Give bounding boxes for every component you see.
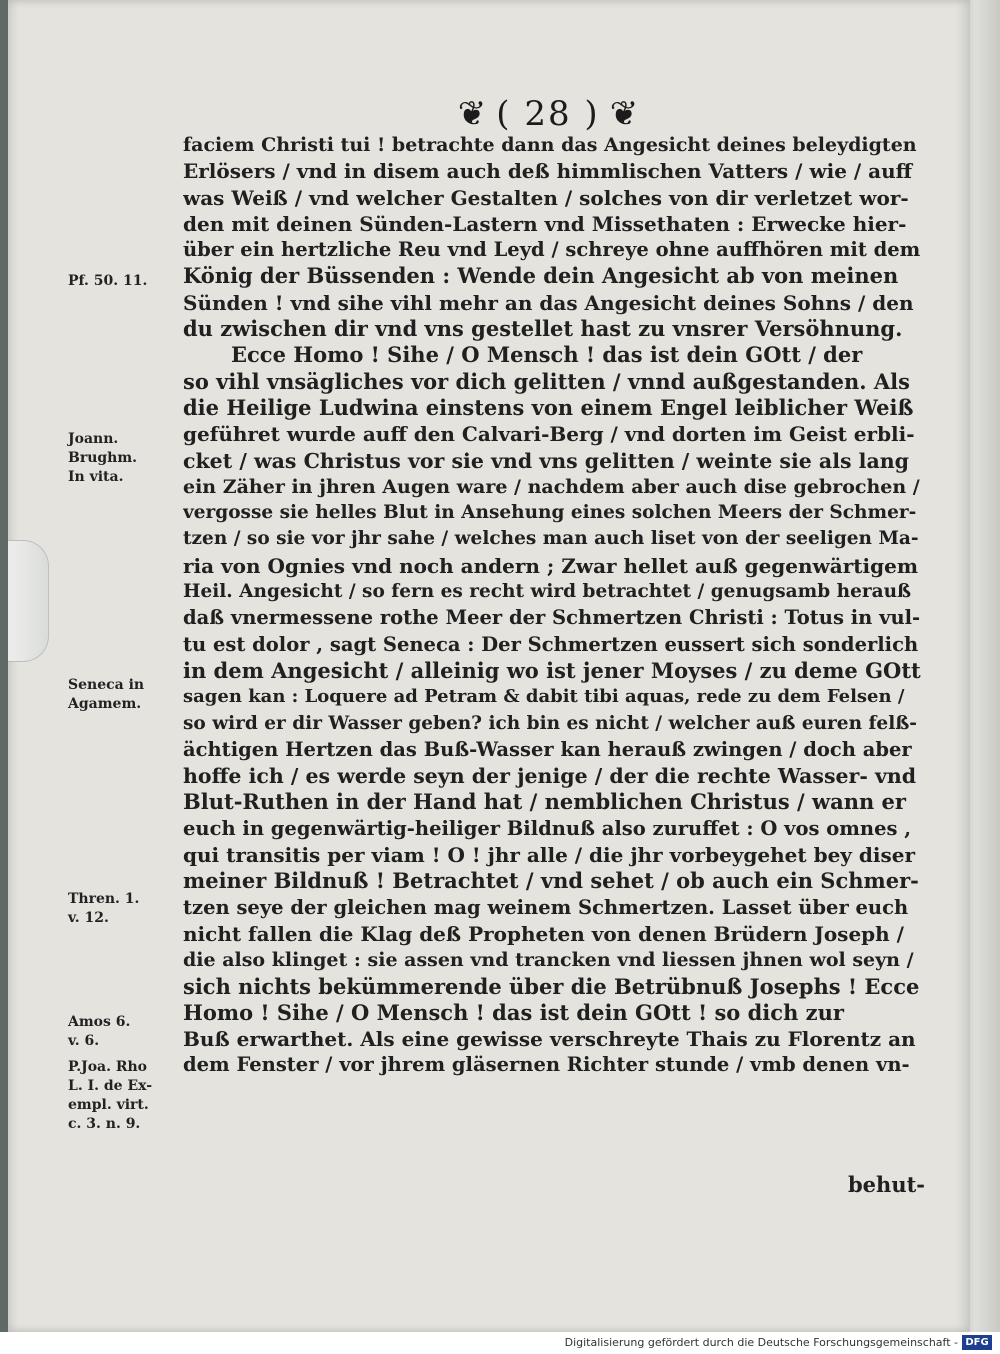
text-line: König der Büssenden : Wende dein Angesicht ab von meinen bbox=[183, 263, 899, 289]
page-clip bbox=[8, 540, 49, 662]
text-line: so wird er dir Wasser geben? ich bin es nicht / welcher auß euren felß- bbox=[183, 712, 917, 734]
text-line: hoffe ich / es werde seyn der jenige / der die rechte Wasser- vnd bbox=[183, 764, 917, 789]
text-line: Blut-Ruthen in der Hand hat / nemblichen Christus / wann er bbox=[183, 789, 906, 815]
text-line: ria von Ognies vnd noch andern ; Zwar hellet auß gegenwärtigem bbox=[183, 553, 918, 578]
page-header bbox=[408, 92, 688, 136]
marginal-note-line: Joann. bbox=[68, 431, 119, 447]
body-text bbox=[183, 132, 921, 1079]
marginal-note-line: Pf. 50. 11. bbox=[68, 273, 148, 289]
text-line: geführet wurde auff den Calvari-Berg / vnd dorten im Geist erbli- bbox=[183, 422, 915, 447]
text-line: die Heilige Ludwina einstens von einem Engel leiblicher Weiß bbox=[183, 394, 914, 420]
funding-note: Digitalisierung gefördert durch die Deutsche Forschungsgemeinschaft - bbox=[564, 1336, 958, 1349]
dfg-logo: DFG bbox=[962, 1335, 992, 1350]
text-line: Ecce Homo ! Sihe / O Mensch ! das ist dein GOtt / der bbox=[231, 342, 863, 368]
marginal-note-line: L. I. de Ex- bbox=[68, 1078, 153, 1094]
marginal-note-line: Agamem. bbox=[68, 696, 142, 712]
text-line: daß vnermessene rothe Meer der Schmertzen Christi : Totus in vul- bbox=[183, 606, 921, 630]
text-line: tzen / so sie vor jhr sahe / welches man auch liset von der seeligen Ma- bbox=[183, 528, 919, 550]
text-line: tu est dolor , sagt Seneca : Der Schmertzen eussert sich sonderlich bbox=[183, 632, 919, 656]
ornament-left-icon: ❦ bbox=[457, 94, 487, 134]
text-line: was Weiß / vnd welcher Gestalten / solches von dir verletzet wor- bbox=[183, 185, 909, 210]
marginal-note-line: Seneca in bbox=[68, 677, 145, 693]
marginal-note-line: Brughm. bbox=[68, 450, 138, 466]
marginal-note-line: In vita. bbox=[68, 469, 124, 485]
text-line: vergosse sie helles Blut in Ansehung eines solchen Meers der Schmer- bbox=[183, 502, 917, 524]
marginal-note-line: Thren. 1. bbox=[68, 891, 140, 907]
text-line: du zwischen dir vnd vns gestellet hast zu vnsrer Versöhnung. bbox=[183, 316, 903, 342]
text-line: Sünden ! vnd sihe vihl mehr an das Angesicht deines Sohns / den bbox=[183, 290, 914, 315]
text-line: ein Zäher in jhren Augen ware / nachdem aber auch dise gebrochen / bbox=[183, 475, 920, 498]
text-line: euch in gegenwärtig-heiliger Bildnuß also zuruffet : O vos omnes , bbox=[183, 816, 912, 840]
text-line: die also klinget : sie assen vnd trancken vnd liessen jhnen wol seyn / bbox=[183, 949, 914, 972]
marginal-note-line: v. 12. bbox=[68, 910, 109, 926]
marginal-note bbox=[68, 430, 178, 487]
text-line: dem Fenster / vor jhrem gläsernen Richter stunde / vmb denen vn- bbox=[183, 1053, 910, 1077]
text-line: ächtigen Hertzen das Buß-Wasser kan herauß zwingen / doch aber bbox=[183, 737, 912, 761]
marginal-note bbox=[68, 676, 178, 714]
marginal-note bbox=[68, 272, 178, 291]
text-line: qui transitis per viam ! O ! jhr alle / die jhr vorbeygehet bey diser bbox=[183, 843, 915, 868]
page-number: ( 28 ) bbox=[496, 94, 600, 134]
text-line: in dem Angesicht / alleinig wo ist jener Moyses / zu deme GOtt bbox=[183, 657, 921, 683]
marginal-note bbox=[68, 1058, 178, 1134]
marginal-note-line: Amos 6. bbox=[68, 1014, 131, 1030]
text-line: Erlösers / vnd in disem auch deß himmlischen Vatters / wie / auff bbox=[183, 159, 913, 184]
marginal-note bbox=[68, 890, 178, 928]
ornament-right-icon: ❦ bbox=[609, 94, 639, 134]
marginal-note-line: empl. virt. bbox=[68, 1097, 149, 1113]
marginal-note-line: v. 6. bbox=[68, 1033, 100, 1049]
text-line: den mit deinen Sünden-Lastern vnd Missethaten : Erwecke hier- bbox=[183, 211, 907, 236]
marginal-note-line: c. 3. n. 9. bbox=[68, 1116, 141, 1132]
text-line: faciem Christi tui ! betrachte dann das Angesicht deines beleydigten bbox=[183, 134, 917, 156]
text-line: so vihl vnsägliches vor dich gelitten / vnnd außgestanden. Als bbox=[183, 368, 910, 394]
text-line: nicht fallen die Klag deß Propheten von denen Brüdern Joseph / bbox=[183, 921, 904, 946]
text-line: sich nichts bekümmerende über die Betrübnuß Josephs ! Ecce bbox=[183, 973, 920, 999]
footer-bar bbox=[0, 1332, 1000, 1354]
marginal-note-line: P.Joa. Rho bbox=[68, 1059, 148, 1075]
book-page bbox=[8, 0, 970, 1332]
marginal-note bbox=[68, 1013, 178, 1051]
catchword: behut- bbox=[848, 1172, 925, 1197]
text-line: Heil. Angesicht / so fern es recht wird betrachtet / genugsamb herauß bbox=[183, 581, 912, 603]
text-line: tzen seye der gleichen mag weinem Schmertzen. Lasset über euch bbox=[183, 895, 909, 919]
text-line: meiner Bildnuß ! Betrachtet / vnd sehet / ob auch ein Schmer- bbox=[183, 868, 919, 894]
text-line: Buß erwarthet. Als eine gewisse verschreyte Thais zu Florentz an bbox=[183, 1027, 916, 1052]
text-line: über ein hertzliche Reu vnd Leyd / schreye ohne auffhören mit dem bbox=[183, 238, 921, 262]
text-line: sagen kan : Loquere ad Petram & dabit tibi aquas, rede zu dem Felsen / bbox=[183, 686, 905, 708]
text-line: Homo ! Sihe / O Mensch ! das ist dein GOtt ! so dich zur bbox=[183, 999, 844, 1025]
text-line: cket / was Christus vor sie vnd vns gelitten / weinte sie als lang bbox=[183, 448, 909, 473]
